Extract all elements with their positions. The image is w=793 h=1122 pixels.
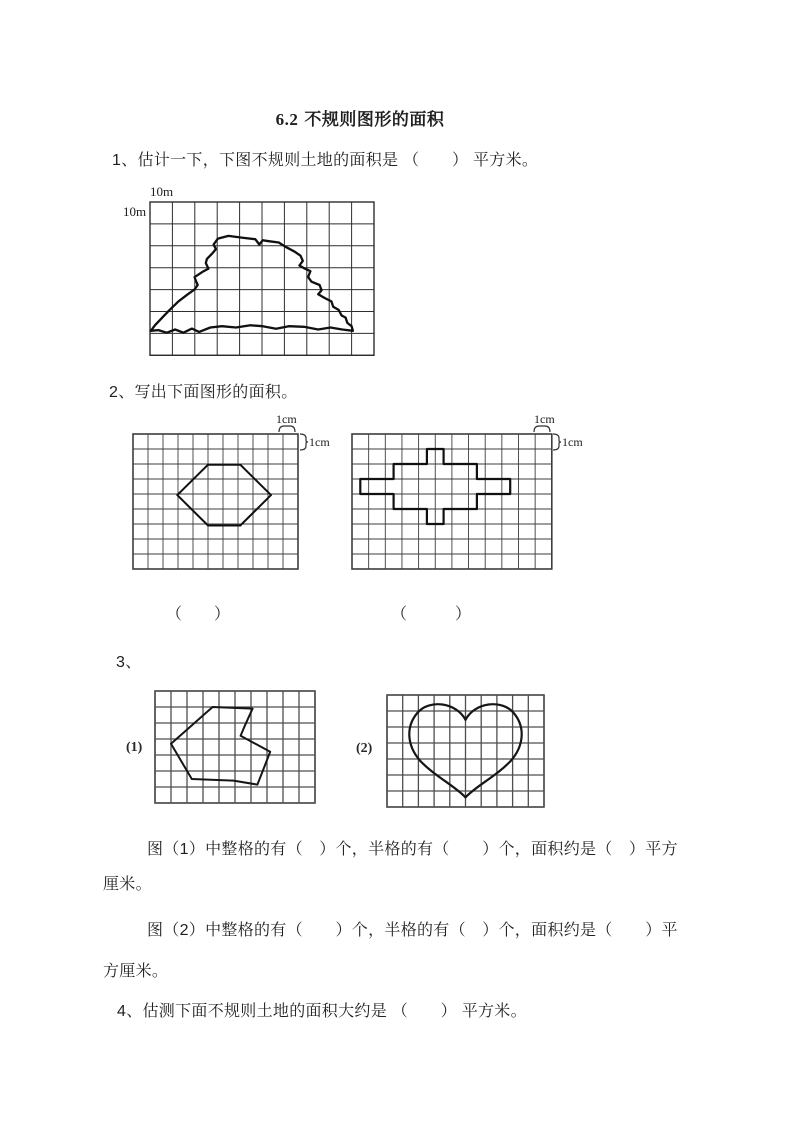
question-2-text: 2、写出下面图形的面积。: [109, 384, 298, 401]
q1-grid-left-scale-label: 10m: [123, 204, 147, 219]
q3-figure-2-grid: [385, 693, 546, 809]
question-3-number: 3、: [116, 654, 142, 671]
q2-right-grid: [350, 432, 554, 571]
q3-figure-2-label: (2): [356, 741, 373, 756]
q3-figure-1: [126, 689, 326, 809]
right-brace-icon: [552, 433, 561, 451]
q2-right-unit-top-label: 1cm: [534, 412, 555, 426]
q1-land-grid: [148, 200, 376, 357]
right-brace-icon: [299, 433, 308, 451]
title-text: 不规则图形的面积: [304, 110, 445, 129]
q2-right-answer-blank: （ ）: [391, 606, 472, 623]
q1-grid-figure: [122, 184, 382, 356]
q2-left-unit-top-label: 1cm: [276, 412, 297, 426]
q1-grid-top-scale-label: 10m: [150, 184, 174, 199]
q2-right-grid-figure: [350, 411, 595, 571]
q3-paragraph-2-line-1: 图（2）中整格的有（ ）个，半格的有（ ）个，面积约是（ ）平: [147, 922, 678, 939]
q2-left-answer-blank: （ ）: [166, 606, 231, 623]
q2-left-unit-right-label: 1cm: [309, 435, 330, 449]
q3-figure-1-grid: [153, 689, 317, 805]
q3-figure-1-label: (1): [126, 740, 143, 755]
q2-right-unit-right-label: 1cm: [562, 435, 583, 449]
title-number: 6.2: [275, 110, 299, 129]
q3-figure-2: [356, 693, 556, 813]
q3-paragraph-1-line-2: 厘米。: [103, 876, 152, 893]
q3-paragraph-2-line-2: 方厘米。: [103, 963, 169, 980]
page-title: [0, 105, 720, 130]
q2-left-grid-figure: [131, 411, 341, 571]
question-4-text: 4、估测下面不规则土地的面积大约是 （ ） 平方米。: [117, 1003, 527, 1020]
q3-paragraph-1-line-1: 图（1）中整格的有（ ）个，半格的有（ ）个，面积约是（ ）平方: [147, 841, 678, 858]
question-1-text: 1、估计一下，下图不规则土地的面积是 （ ） 平方米。: [112, 152, 539, 169]
q2-left-grid: [131, 432, 300, 571]
